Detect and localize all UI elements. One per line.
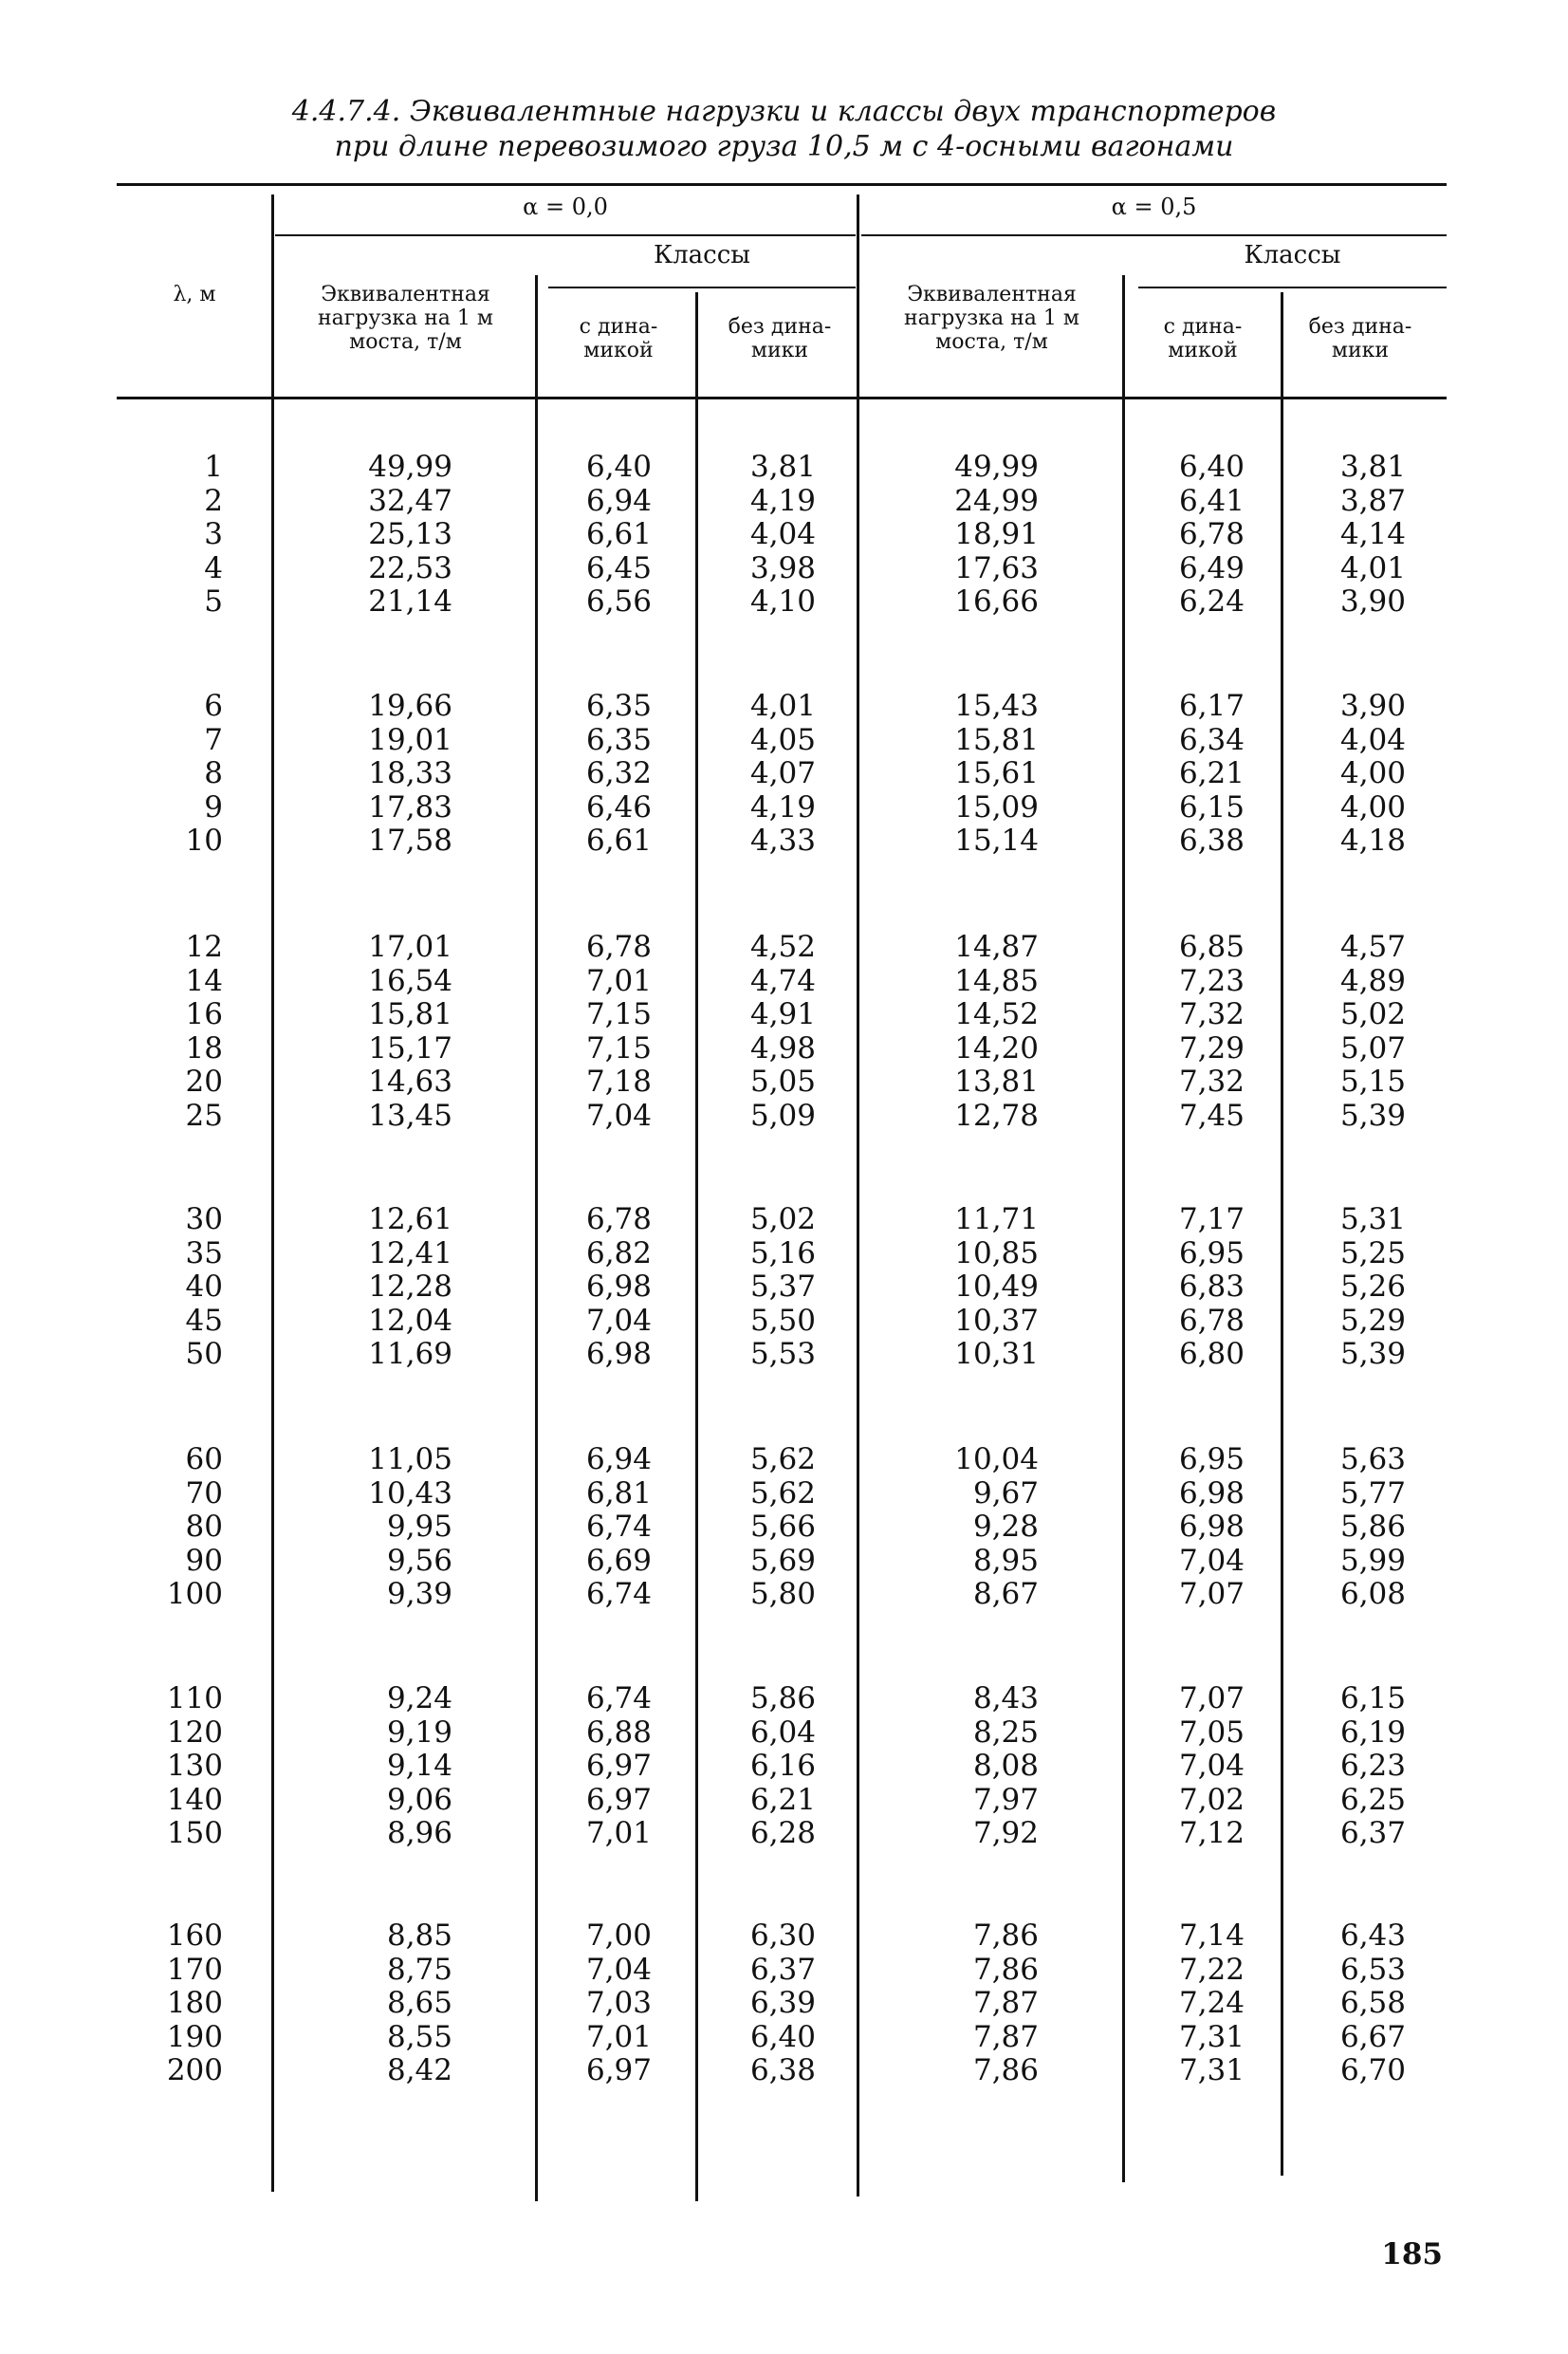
cell-without-dyn-a0: 4,07 (749, 756, 816, 790)
cell-eq-load-a0: 8,42 (386, 2053, 452, 2087)
cell-with-dyn-a05: 6,80 (1178, 1337, 1245, 1371)
cell-eq-load-a0: 10,43 (368, 1475, 452, 1511)
cell-eq-load-a0: 19,66 (368, 689, 452, 723)
cell-with-dyn-a0: 6,82 (585, 1235, 652, 1270)
cell-with-dyn-a05: 6,78 (1178, 1303, 1245, 1338)
cell-lambda: 180 (166, 1986, 223, 2020)
cell-without-dyn-a0: 4,04 (749, 517, 816, 551)
cell-eq-load-a0: 14,63 (368, 1065, 452, 1099)
cell-without-dyn-a0: 5,69 (749, 1543, 816, 1578)
cell-lambda: 25 (185, 1098, 223, 1133)
cell-with-dyn-a05: 7,05 (1178, 1715, 1245, 1750)
cell-eq-load-a05: 7,92 (972, 1816, 1039, 1850)
cell-lambda: 12 (185, 930, 223, 964)
cell-eq-load-a0: 32,47 (368, 483, 452, 518)
cell-without-dyn-a0: 5,80 (749, 1577, 816, 1611)
cell-eq-load-a0: 12,41 (368, 1235, 452, 1270)
cell-lambda: 6 (204, 689, 223, 723)
cell-with-dyn-a05: 7,22 (1178, 1952, 1245, 1987)
cell-without-dyn-a05: 5,99 (1339, 1543, 1406, 1578)
cell-lambda: 45 (185, 1303, 223, 1338)
cell-with-dyn-a0: 6,32 (585, 756, 652, 790)
cell-lambda: 30 (185, 1202, 223, 1236)
cell-without-dyn-a0: 4,98 (749, 1030, 816, 1066)
cell-eq-load-a05: 8,95 (972, 1543, 1039, 1578)
cell-with-dyn-a0: 7,04 (585, 1098, 652, 1133)
cell-lambda: 8 (204, 756, 223, 790)
cell-without-dyn-a0: 4,01 (749, 689, 816, 723)
cell-without-dyn-a05: 5,77 (1339, 1475, 1406, 1511)
cell-eq-load-a0: 8,65 (386, 1986, 452, 2020)
cell-lambda: 130 (166, 1749, 223, 1783)
cell-eq-load-a05: 14,85 (954, 963, 1039, 998)
cell-with-dyn-a05: 7,02 (1178, 1782, 1245, 1817)
cell-without-dyn-a05: 6,19 (1339, 1715, 1406, 1750)
cell-without-dyn-a05: 6,67 (1339, 2019, 1406, 2054)
cell-without-dyn-a05: 4,89 (1339, 963, 1406, 998)
cell-eq-load-a05: 10,85 (954, 1235, 1039, 1270)
cell-eq-load-a0: 13,45 (368, 1098, 452, 1133)
cell-lambda: 150 (166, 1816, 223, 1850)
cell-without-dyn-a0: 4,19 (749, 789, 816, 825)
cell-without-dyn-a05: 5,31 (1339, 1202, 1406, 1236)
cell-without-dyn-a05: 4,04 (1339, 722, 1406, 757)
cell-eq-load-a05: 49,99 (954, 450, 1039, 484)
cell-without-dyn-a0: 6,39 (749, 1986, 816, 2020)
cell-eq-load-a05: 13,81 (954, 1065, 1039, 1099)
cell-with-dyn-a0: 6,94 (585, 483, 652, 518)
cell-eq-load-a05: 16,66 (954, 584, 1039, 619)
cell-with-dyn-a05: 6,17 (1178, 689, 1245, 723)
cell-with-dyn-a0: 7,15 (585, 997, 652, 1031)
header-with-dyn-left: с дина- микой (579, 315, 658, 362)
cell-eq-load-a05: 9,28 (972, 1510, 1039, 1544)
cell-with-dyn-a0: 6,88 (585, 1715, 652, 1750)
cell-eq-load-a0: 16,54 (368, 963, 452, 998)
cell-eq-load-a05: 7,86 (972, 2053, 1039, 2087)
cell-without-dyn-a05: 6,70 (1339, 2053, 1406, 2087)
cell-eq-load-a05: 11,71 (954, 1202, 1039, 1236)
cell-eq-load-a05: 7,87 (972, 2019, 1039, 2054)
cell-eq-load-a0: 11,69 (368, 1337, 452, 1371)
cell-with-dyn-a0: 7,01 (585, 963, 652, 998)
cell-eq-load-a05: 9,67 (972, 1475, 1039, 1511)
cell-with-dyn-a0: 6,69 (585, 1543, 652, 1578)
cell-eq-load-a05: 10,31 (954, 1337, 1039, 1371)
cell-eq-load-a05: 7,86 (972, 1952, 1039, 1987)
cell-eq-load-a0: 12,04 (368, 1303, 452, 1338)
cell-eq-load-a0: 17,83 (368, 789, 452, 825)
cell-lambda: 110 (166, 1681, 223, 1715)
cell-with-dyn-a0: 6,45 (585, 550, 652, 585)
cell-eq-load-a0: 21,14 (368, 584, 452, 619)
cell-lambda: 90 (185, 1543, 223, 1578)
cell-without-dyn-a05: 3,87 (1339, 483, 1406, 518)
cell-eq-load-a0: 19,01 (368, 722, 452, 757)
cell-without-dyn-a0: 4,10 (749, 584, 816, 619)
cell-without-dyn-a05: 5,07 (1339, 1030, 1406, 1066)
cell-lambda: 5 (204, 584, 223, 619)
cell-with-dyn-a05: 6,95 (1178, 1442, 1245, 1476)
cell-with-dyn-a05: 7,24 (1178, 1986, 1245, 2020)
cell-without-dyn-a0: 5,37 (749, 1270, 816, 1304)
table-title-line-1: 4.4.7.4. Эквивалентные нагрузки и классы двух транспортеров (291, 95, 1277, 128)
cell-lambda: 120 (166, 1715, 223, 1750)
cell-lambda: 9 (204, 789, 223, 825)
cell-lambda: 2 (204, 483, 223, 518)
cell-lambda: 4 (204, 550, 223, 585)
cell-with-dyn-a05: 6,83 (1178, 1270, 1245, 1304)
cell-without-dyn-a0: 5,16 (749, 1235, 816, 1270)
cell-with-dyn-a0: 6,61 (585, 824, 652, 858)
cell-with-dyn-a0: 7,04 (585, 1303, 652, 1338)
cell-without-dyn-a05: 4,00 (1339, 789, 1406, 825)
cell-without-dyn-a0: 6,37 (749, 1952, 816, 1987)
header-klassy-left: Классы (654, 241, 750, 269)
cell-eq-load-a0: 11,05 (368, 1442, 452, 1476)
cell-without-dyn-a05: 3,90 (1339, 689, 1406, 723)
cell-eq-load-a05: 10,49 (954, 1270, 1039, 1304)
cell-without-dyn-a0: 5,02 (749, 1202, 816, 1236)
cell-without-dyn-a0: 6,28 (749, 1816, 816, 1850)
cell-lambda: 16 (185, 997, 223, 1031)
cell-with-dyn-a05: 6,40 (1178, 450, 1245, 484)
cell-eq-load-a05: 8,67 (972, 1577, 1039, 1611)
cell-with-dyn-a05: 7,07 (1178, 1681, 1245, 1715)
cell-with-dyn-a05: 6,98 (1178, 1510, 1245, 1544)
cell-eq-load-a05: 8,25 (972, 1715, 1039, 1750)
cell-lambda: 18 (185, 1030, 223, 1066)
cell-lambda: 80 (185, 1510, 223, 1544)
cell-lambda: 100 (166, 1577, 223, 1611)
cell-eq-load-a05: 7,97 (972, 1782, 1039, 1817)
cell-with-dyn-a05: 7,45 (1178, 1098, 1245, 1133)
cell-lambda: 35 (185, 1235, 223, 1270)
cell-without-dyn-a0: 5,09 (749, 1098, 816, 1133)
cell-with-dyn-a0: 6,74 (585, 1681, 652, 1715)
cell-with-dyn-a05: 7,07 (1178, 1577, 1245, 1611)
cell-lambda: 140 (166, 1782, 223, 1817)
cell-lambda: 3 (204, 517, 223, 551)
cell-without-dyn-a05: 6,37 (1339, 1816, 1406, 1850)
cell-with-dyn-a0: 7,01 (585, 1816, 652, 1850)
cell-with-dyn-a05: 6,49 (1178, 550, 1245, 585)
cell-with-dyn-a0: 6,74 (585, 1510, 652, 1544)
cell-without-dyn-a0: 5,66 (749, 1510, 816, 1544)
cell-eq-load-a05: 7,86 (972, 1918, 1039, 1953)
header-alpha-05: α = 0,5 (1111, 194, 1197, 220)
cell-without-dyn-a05: 6,15 (1339, 1681, 1406, 1715)
cell-eq-load-a05: 15,14 (954, 824, 1039, 858)
cell-lambda: 190 (166, 2019, 223, 2054)
cell-with-dyn-a0: 7,15 (585, 1030, 652, 1066)
cell-without-dyn-a05: 5,63 (1339, 1442, 1406, 1476)
cell-with-dyn-a05: 6,41 (1178, 483, 1245, 518)
cell-without-dyn-a05: 6,08 (1339, 1577, 1406, 1611)
cell-without-dyn-a0: 5,05 (749, 1065, 816, 1099)
cell-with-dyn-a05: 7,17 (1178, 1202, 1245, 1236)
cell-without-dyn-a05: 3,90 (1339, 584, 1406, 619)
cell-without-dyn-a05: 5,39 (1339, 1098, 1406, 1133)
cell-with-dyn-a0: 7,03 (585, 1986, 652, 2020)
cell-without-dyn-a0: 4,19 (749, 483, 816, 518)
cell-eq-load-a05: 7,87 (972, 1986, 1039, 2020)
cell-without-dyn-a05: 4,14 (1339, 517, 1406, 551)
cell-with-dyn-a05: 7,29 (1178, 1030, 1245, 1066)
cell-without-dyn-a0: 5,53 (749, 1337, 816, 1371)
cell-eq-load-a0: 8,55 (386, 2019, 452, 2054)
cell-eq-load-a0: 8,96 (386, 1816, 452, 1850)
cell-with-dyn-a0: 6,61 (585, 517, 652, 551)
cell-with-dyn-a05: 7,04 (1178, 1749, 1245, 1783)
cell-eq-load-a05: 12,78 (954, 1098, 1039, 1133)
cell-with-dyn-a05: 6,15 (1178, 789, 1245, 825)
cell-eq-load-a0: 9,39 (386, 1577, 452, 1611)
cell-without-dyn-a0: 5,62 (749, 1442, 816, 1476)
cell-eq-load-a0: 12,28 (368, 1270, 452, 1304)
cell-lambda: 160 (166, 1918, 223, 1953)
header-without-dyn-left: без дина- мики (728, 315, 832, 362)
header-without-dyn-right: без дина- мики (1308, 315, 1412, 362)
cell-eq-load-a0: 22,53 (368, 550, 452, 585)
cell-with-dyn-a05: 6,34 (1178, 722, 1245, 757)
cell-eq-load-a0: 8,75 (386, 1952, 452, 1987)
cell-with-dyn-a0: 7,00 (585, 1918, 652, 1953)
cell-lambda: 10 (185, 824, 223, 858)
cell-eq-load-a05: 8,08 (972, 1749, 1039, 1783)
table-title-line-2: при длине перевозимого груза 10,5 м с 4-осными вагонами (334, 130, 1234, 163)
cell-with-dyn-a05: 6,24 (1178, 584, 1245, 619)
cell-without-dyn-a05: 5,02 (1339, 997, 1406, 1031)
cell-with-dyn-a05: 7,31 (1178, 2019, 1245, 2054)
cell-eq-load-a0: 18,33 (368, 756, 452, 790)
header-lambda: λ, м (173, 283, 216, 306)
cell-eq-load-a0: 9,95 (386, 1510, 452, 1544)
cell-without-dyn-a05: 6,53 (1339, 1952, 1406, 1987)
cell-without-dyn-a05: 4,18 (1339, 824, 1406, 858)
cell-lambda: 170 (166, 1952, 223, 1987)
cell-eq-load-a05: 14,87 (954, 930, 1039, 964)
cell-with-dyn-a0: 6,46 (585, 789, 652, 825)
cell-lambda: 40 (185, 1270, 223, 1304)
cell-with-dyn-a0: 6,74 (585, 1577, 652, 1611)
cell-with-dyn-a05: 7,31 (1178, 2053, 1245, 2087)
cell-with-dyn-a0: 6,40 (585, 450, 652, 484)
cell-without-dyn-a05: 4,00 (1339, 756, 1406, 790)
cell-lambda: 60 (185, 1442, 223, 1476)
cell-with-dyn-a05: 7,23 (1178, 963, 1245, 998)
cell-with-dyn-a0: 6,78 (585, 930, 652, 964)
cell-eq-load-a05: 15,81 (954, 722, 1039, 757)
cell-lambda: 70 (185, 1475, 223, 1511)
cell-eq-load-a0: 15,81 (368, 997, 452, 1031)
cell-eq-load-a05: 15,61 (954, 756, 1039, 790)
cell-with-dyn-a0: 7,18 (585, 1065, 652, 1099)
cell-with-dyn-a05: 7,04 (1178, 1543, 1245, 1578)
cell-without-dyn-a05: 5,15 (1339, 1065, 1406, 1099)
cell-without-dyn-a0: 6,21 (749, 1782, 816, 1817)
cell-without-dyn-a0: 3,81 (749, 450, 816, 484)
header-eq-load-right: Эквивалентная нагрузка на 1 м моста, т/м (903, 283, 1080, 354)
cell-without-dyn-a0: 4,91 (749, 997, 816, 1031)
cell-eq-load-a0: 17,58 (368, 824, 452, 858)
cell-eq-load-a05: 15,43 (954, 689, 1039, 723)
cell-without-dyn-a05: 5,26 (1339, 1270, 1406, 1304)
cell-without-dyn-a0: 6,04 (749, 1715, 816, 1750)
header-alpha-0: α = 0,0 (523, 194, 608, 220)
cell-with-dyn-a05: 6,21 (1178, 756, 1245, 790)
cell-lambda: 200 (166, 2053, 223, 2087)
cell-with-dyn-a05: 7,14 (1178, 1918, 1245, 1953)
cell-with-dyn-a05: 6,38 (1178, 824, 1245, 858)
cell-eq-load-a0: 9,24 (386, 1681, 452, 1715)
cell-without-dyn-a0: 4,33 (749, 824, 816, 858)
cell-with-dyn-a05: 6,98 (1178, 1475, 1245, 1511)
cell-lambda: 1 (204, 450, 223, 484)
cell-lambda: 7 (204, 722, 223, 757)
cell-lambda: 20 (185, 1065, 223, 1099)
cell-without-dyn-a0: 6,40 (749, 2019, 816, 2054)
cell-with-dyn-a0: 6,98 (585, 1270, 652, 1304)
cell-with-dyn-a05: 7,32 (1178, 997, 1245, 1031)
cell-without-dyn-a0: 4,52 (749, 930, 816, 964)
cell-with-dyn-a0: 6,35 (585, 722, 652, 757)
cell-eq-load-a0: 17,01 (368, 930, 452, 964)
cell-with-dyn-a0: 7,01 (585, 2019, 652, 2054)
cell-without-dyn-a05: 4,57 (1339, 930, 1406, 964)
cell-without-dyn-a05: 6,58 (1339, 1986, 1406, 2020)
cell-lambda: 14 (185, 963, 223, 998)
cell-eq-load-a05: 10,37 (954, 1303, 1039, 1338)
cell-without-dyn-a05: 5,39 (1339, 1337, 1406, 1371)
header-eq-load-left: Эквивалентная нагрузка на 1 м моста, т/м (317, 283, 494, 354)
cell-eq-load-a05: 17,63 (954, 550, 1039, 585)
cell-without-dyn-a05: 6,25 (1339, 1782, 1406, 1817)
cell-without-dyn-a05: 6,23 (1339, 1749, 1406, 1783)
cell-with-dyn-a05: 7,12 (1178, 1816, 1245, 1850)
cell-lambda: 50 (185, 1337, 223, 1371)
cell-eq-load-a0: 49,99 (368, 450, 452, 484)
cell-with-dyn-a0: 6,97 (585, 1782, 652, 1817)
cell-with-dyn-a0: 6,78 (585, 1202, 652, 1236)
cell-eq-load-a0: 15,17 (368, 1030, 452, 1066)
page-number: 185 (1381, 2237, 1443, 2271)
cell-without-dyn-a05: 5,29 (1339, 1303, 1406, 1338)
cell-without-dyn-a0: 6,16 (749, 1749, 816, 1783)
cell-without-dyn-a0: 4,74 (749, 963, 816, 998)
cell-without-dyn-a0: 5,50 (749, 1303, 816, 1338)
cell-without-dyn-a05: 5,25 (1339, 1235, 1406, 1270)
cell-eq-load-a0: 9,19 (386, 1715, 452, 1750)
cell-with-dyn-a0: 6,56 (585, 584, 652, 619)
cell-without-dyn-a05: 6,43 (1339, 1918, 1406, 1953)
cell-without-dyn-a0: 3,98 (749, 550, 816, 585)
cell-with-dyn-a0: 7,04 (585, 1952, 652, 1987)
cell-with-dyn-a05: 7,32 (1178, 1065, 1245, 1099)
cell-without-dyn-a0: 6,30 (749, 1918, 816, 1953)
cell-with-dyn-a0: 6,35 (585, 689, 652, 723)
cell-without-dyn-a05: 3,81 (1339, 450, 1406, 484)
cell-eq-load-a05: 15,09 (954, 789, 1039, 825)
header-with-dyn-right: с дина- микой (1163, 315, 1243, 362)
cell-with-dyn-a0: 6,97 (585, 1749, 652, 1783)
cell-with-dyn-a0: 6,81 (585, 1475, 652, 1511)
cell-without-dyn-a05: 4,01 (1339, 550, 1406, 585)
cell-without-dyn-a0: 4,05 (749, 722, 816, 757)
cell-eq-load-a0: 8,85 (386, 1918, 452, 1953)
cell-with-dyn-a0: 6,98 (585, 1337, 652, 1371)
cell-without-dyn-a0: 5,62 (749, 1475, 816, 1511)
cell-with-dyn-a05: 6,78 (1178, 517, 1245, 551)
cell-eq-load-a0: 12,61 (368, 1202, 452, 1236)
cell-eq-load-a0: 9,14 (386, 1749, 452, 1783)
cell-without-dyn-a0: 5,86 (749, 1681, 816, 1715)
cell-with-dyn-a0: 6,97 (585, 2053, 652, 2087)
cell-eq-load-a05: 18,91 (954, 517, 1039, 551)
cell-eq-load-a0: 9,56 (386, 1543, 452, 1578)
cell-eq-load-a05: 14,52 (954, 997, 1039, 1031)
cell-eq-load-a0: 9,06 (386, 1782, 452, 1817)
cell-eq-load-a05: 10,04 (954, 1442, 1039, 1476)
cell-without-dyn-a0: 6,38 (749, 2053, 816, 2087)
cell-with-dyn-a05: 6,85 (1178, 930, 1245, 964)
header-klassy-right: Классы (1244, 241, 1341, 269)
cell-eq-load-a0: 25,13 (368, 517, 452, 551)
cell-without-dyn-a05: 5,86 (1339, 1510, 1406, 1544)
cell-with-dyn-a0: 6,94 (585, 1442, 652, 1476)
cell-eq-load-a05: 14,20 (954, 1030, 1039, 1066)
cell-eq-load-a05: 24,99 (954, 483, 1039, 518)
cell-eq-load-a05: 8,43 (972, 1681, 1039, 1715)
cell-with-dyn-a05: 6,95 (1178, 1235, 1245, 1270)
